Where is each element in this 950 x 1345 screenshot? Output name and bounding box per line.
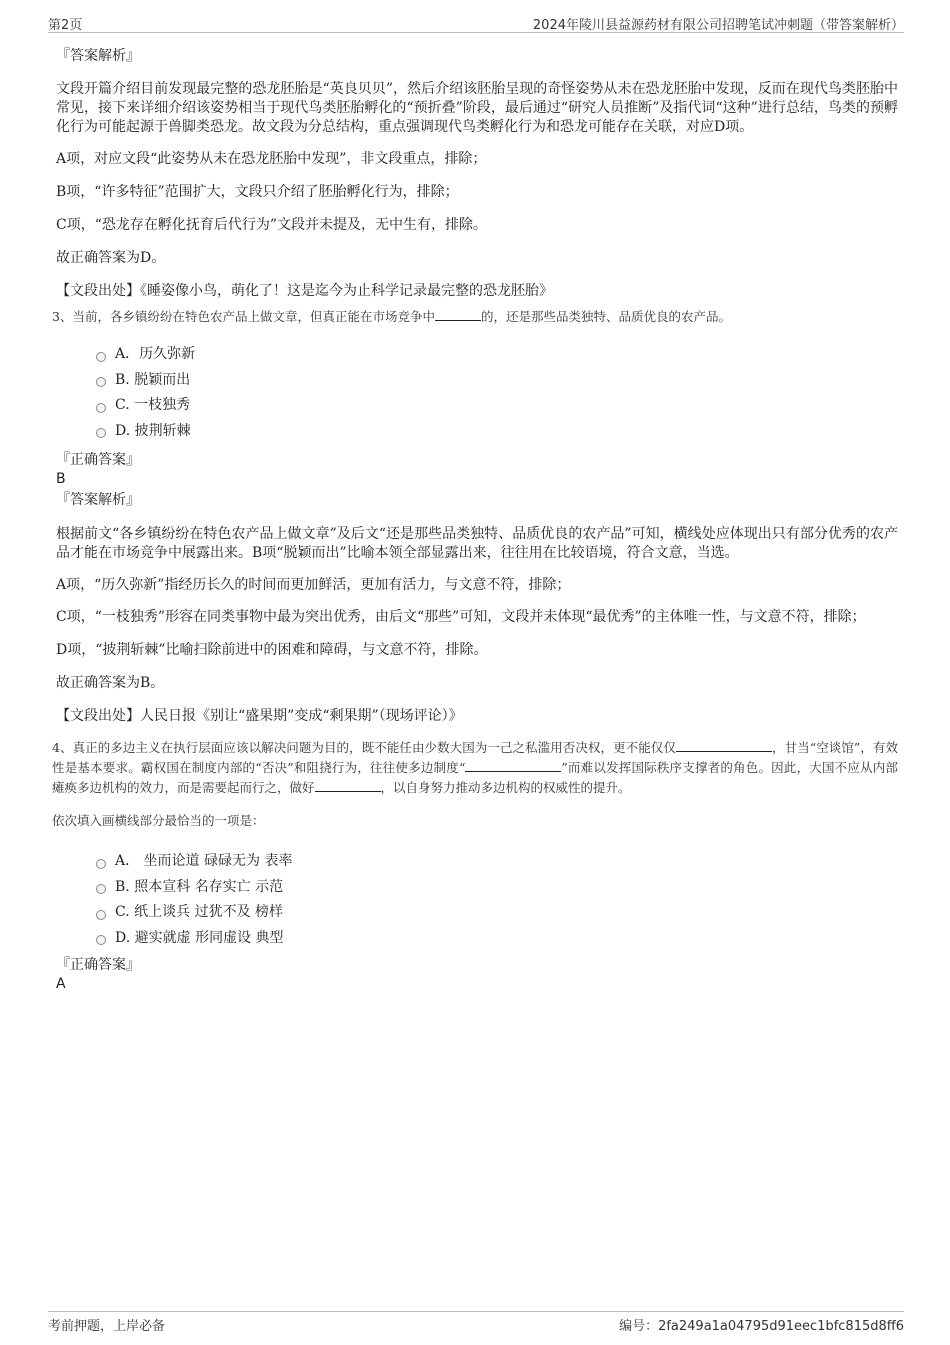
analysis-tag: 『答案解析』: [56, 492, 140, 508]
question-4-prompt: 依次填入画横线部分最恰当的一项是：: [52, 813, 265, 828]
radio-icon[interactable]: [96, 403, 106, 413]
radio-icon[interactable]: [96, 428, 106, 438]
fill-blank: [435, 308, 481, 321]
source-line: 【文段出处】《睡姿像小鸟，萌化了！这是迄今为止科学记录最完整的恐龙胚胎》: [56, 283, 553, 299]
correct-answer-tag: 『正确答案』: [56, 452, 140, 468]
analysis-option-d: D项，“披荆斩棘”比喻扫除前进中的困难和障碍，与文意不符，排除。: [56, 642, 488, 658]
document-title: 2024年陵川县益源药材有限公司招聘笔试冲刺题（带答案解析）: [532, 18, 904, 33]
radio-icon[interactable]: [96, 859, 106, 869]
option-c[interactable]: C. 纸上谈兵 过犹不及 榜样: [96, 900, 898, 926]
radio-icon[interactable]: [96, 377, 106, 387]
option-b[interactable]: B. 照本宣科 名存实亡 示范: [96, 875, 898, 901]
question-3-options: [96, 342, 898, 444]
analysis-paragraph: 根据前文“各乡镇纷纷在特色农产品上做文章”及后文“还是那些品类独特、品质优良的农产品”可知，横线处应体现出只有部分优秀的农产品才能在市场竞争中展露出来。B项“脱颖而出”比喻本领全部显露出来，往往用在比较语境，符合文意，当选。: [56, 526, 898, 561]
analysis-option-b: B项，“许多特征”范围扩大，文段只介绍了胚胎孵化行为，排除；: [56, 184, 459, 200]
page-number: 第2页: [48, 18, 83, 33]
radio-icon[interactable]: [96, 910, 106, 920]
option-c[interactable]: C. 一枝独秀: [96, 393, 898, 419]
conclusion: 故正确答案为B。: [56, 675, 165, 691]
radio-icon[interactable]: [96, 935, 106, 945]
correct-answer-tag: 『正确答案』: [56, 957, 140, 973]
analysis-paragraph: 文段开篇介绍目前发现最完整的恐龙胚胎是“英良贝贝”，然后介绍该胚胎呈现的奇怪姿势从未在恐龙胚胎中发现，反而在现代鸟类胚胎中常见，接下来详细介绍该姿势相当于现代鸟类胚胎孵化的“预折叠”阶段，最后通过“研究人员推断”及指代词“这种”进行总结，鸟类的预孵化行为可能起源于兽脚类恐龙。故文段为分总结构，重点强调现代鸟类孵化行为和恐龙可能存在关联，对应D项。: [56, 81, 898, 135]
analysis-tag: 『答案解析』: [56, 48, 140, 64]
analysis-option-a: A项，对应文段“此姿势从未在恐龙胚胎中发现”，非文段重点，排除；: [56, 151, 487, 167]
analysis-option-c: C项，“恐龙存在孵化抚育后代行为”文段并未提及，无中生有，排除。: [56, 217, 488, 233]
fill-blank: [676, 739, 772, 752]
option-d[interactable]: D. 披荆斩棘: [96, 419, 898, 445]
question-3-stem: 3、当前，各乡镇纷纷在特色农产品上做文章，但真正能在市场竞争中 的，还是那些品类独特、品质优良的农产品。: [52, 309, 731, 324]
question-4-options: [96, 849, 898, 951]
analysis-option-c: C项，“一枝独秀”形容在同类事物中最为突出优秀，由后文“那些”可知，文段并未体现“最优秀”的主体唯一性，与文意不符，排除；: [56, 609, 866, 625]
radio-icon[interactable]: [96, 884, 106, 894]
option-d[interactable]: D. 避实就虚 形同虚设 典型: [96, 926, 898, 952]
fill-blank: [465, 759, 561, 772]
option-a[interactable]: A． 坐而论道 碌碌无为 表率: [96, 849, 898, 875]
fill-blank: [315, 779, 381, 792]
source-line: 【文段出处】人民日报《别让“盛果期”变成“剩果期”（现场评论）》: [56, 708, 463, 724]
footer-slogan: 考前押题，上岸必备: [48, 1319, 166, 1334]
radio-icon[interactable]: [96, 352, 106, 362]
document-id: 编号：2fa249a1a04795d91eec1bfc815d8ff6: [619, 1319, 904, 1334]
option-a[interactable]: A．历久弥新: [96, 342, 898, 368]
correct-answer: A: [56, 976, 66, 992]
document-body: [52, 40, 899, 993]
page-header: [48, 14, 904, 33]
correct-answer: B: [56, 471, 66, 487]
page-footer: [48, 1311, 904, 1332]
analysis-option-a: A项，“历久弥新”指经历长久的时间而更加鲜活，更加有活力，与文意不符，排除；: [56, 577, 571, 593]
question-4-stem: 4、真正的多边主义在执行层面应该以解决问题为目的，既不能任由少数大国为一己之私滥用否决权，更不能仅仅 ，甘当“空谈馆”，有效性是基本要求。霸权国在制度内部的“否决”和阻挠行为，往往使多边制度“ ”而难以发挥国际秩序支撑者的角色。因此，大国不应从内部瘫痪多边机构的效力，而是需要起而行之，做好 ，以自身努力推动多边机构的权威性的提升。: [52, 740, 899, 795]
option-b[interactable]: B. 脱颖而出: [96, 368, 898, 394]
conclusion: 故正确答案为D。: [56, 250, 166, 266]
